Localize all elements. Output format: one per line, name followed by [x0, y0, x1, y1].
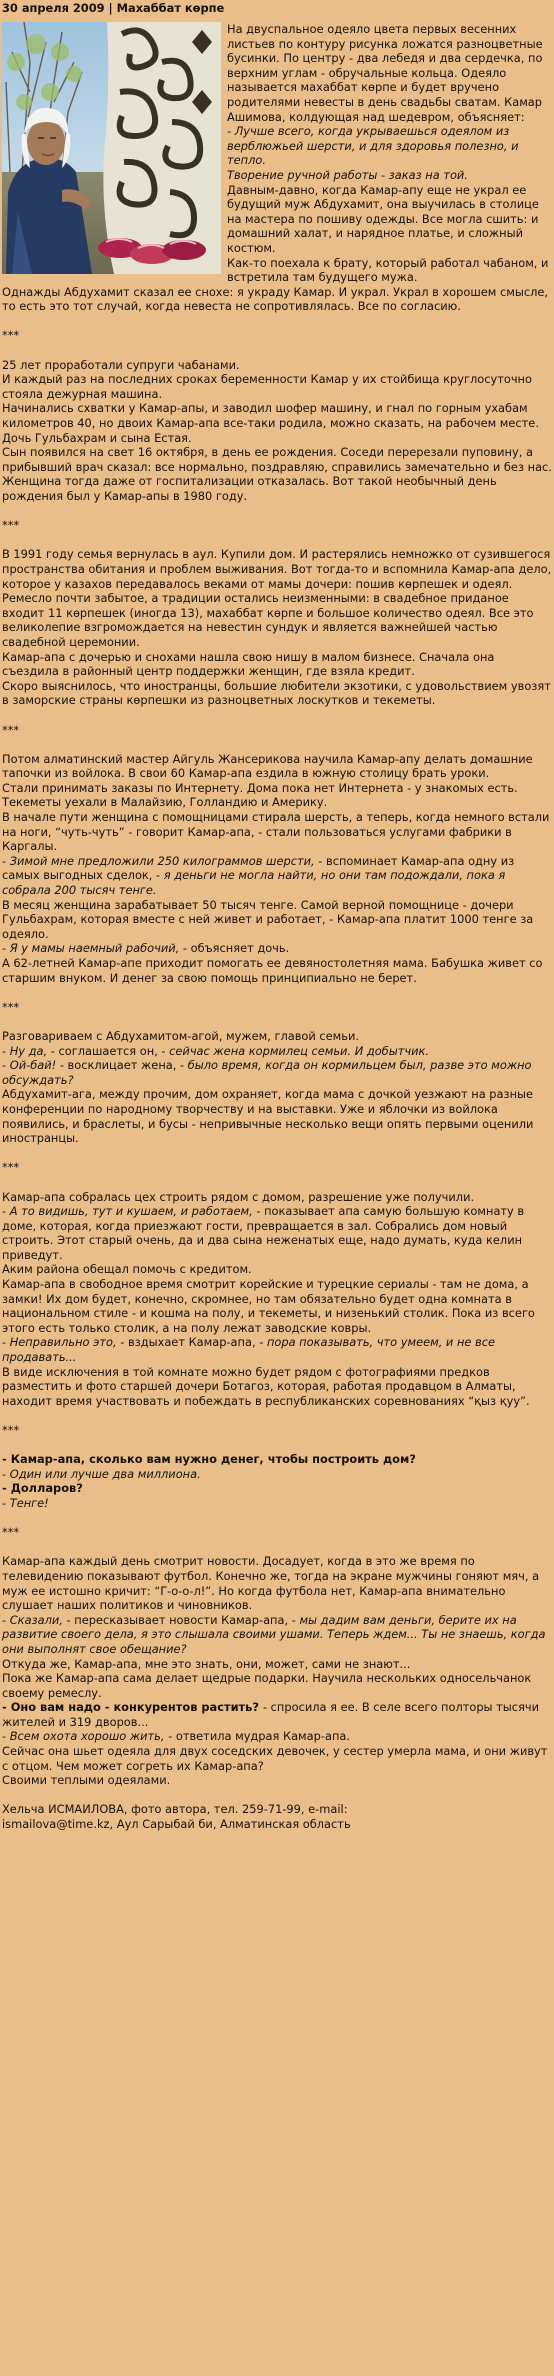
paragraph-fragment: было время, когда он кормильцем был, разве это можно обсуждать? [2, 1058, 532, 1087]
paragraph: В месяц женщина зарабатывает 50 тысяч тенге. Самой верной помощнице - дочери Гульбахрам, которая вместе с ней живет и работает, - Камар-апа платит 1000 тенге за одеяло. [2, 897, 534, 941]
paragraph-gap [2, 533, 552, 548]
paragraph: В виде исключения в той комнате можно будет рядом с фотографиями предков разместить и фото старшей дочери Ботагоз, которая, работая продавцом в Алматы, находит время участвовать и побеждать в республиканских соревнованиях “қыз қуу”. [2, 1364, 530, 1408]
article-footer [2, 1802, 552, 1831]
paragraph: - Тенге! [2, 1495, 49, 1510]
paragraph-fragment: - спросила я ее. В селе всего полторы тысячи жителей и 319 дворов... [2, 1700, 540, 1729]
byline: Хельча ИСМАИЛОВА, фото автора, тел. 259-71-99, e-mail: [2, 1802, 348, 1817]
paragraph [2, 941, 552, 956]
section-separator: *** [2, 328, 20, 343]
paragraph-gap [2, 504, 552, 519]
paragraph: Текеметы уехали в Малайзию, Голландию и Америку. [2, 795, 328, 810]
contact-line [2, 1817, 552, 1832]
paragraph: Стали принимать заказы по Интернету. Дома пока нет Интернета - у знакомых есть. [2, 780, 518, 795]
paragraph-gap [2, 314, 552, 329]
paragraph: Творение ручной работы - заказ на той. [227, 167, 468, 182]
paragraph: И каждый раз на последних сроках беременности Камар у их стойбища круглосуточно стояла дежурная машина. [2, 372, 532, 401]
paragraph: - Один или лучше два миллиона. [2, 1466, 201, 1481]
paragraph: Давным-давно, когда Камар-апу еще не украл ее будущий муж Абдухамит, она выучилась в столице на мастера по пошиву одежды. Все могла сшить: и домашний халат, и нарядное платье, и сложный костюм. [227, 182, 539, 255]
paragraph-gap [2, 1540, 552, 1555]
paragraph-fragment: - ответила мудрая Камар-апа. [168, 1729, 351, 1744]
paragraph-fragment: - Сказали, [2, 1612, 67, 1627]
paragraph-fragment: - Неправильно это, [2, 1335, 121, 1350]
paragraph: Камар-апа в свободное время смотрит корейские и турецкие сериалы - там не дома, а замки! Их дом будет, конечно, скромнее, но там обязательно будет одна комната в национальном стиле - и кошма на полу, и текеметы, и низенький столик. Пока из всего этого есть только столик, а на полу лежат заводские ковры. [2, 1277, 535, 1335]
section-separator: *** [2, 1160, 20, 1175]
paragraph-fragment: мы дадим вам деньги, берите их на развитие своего дела, я это слышала своими ушами. Теперь ждем... Ты не знаешь, когда они выполнят свое обещание? [2, 1612, 546, 1656]
paragraph-fragment: - Всем охота хорошо жить, [2, 1729, 169, 1744]
paragraph: - Камар-апа, сколько вам нужно денег, чтобы построить дом? [2, 1452, 416, 1467]
paragraph: Абдухамит-ага, между прочим, дом охраняет, когда мама с дочкой уезжают на разные конференции по народному творчеству и на выставки. Уже и яблочки из войлока появились, и браслеты, и бусы - непривычные несколько вещи опять первыми оценили иностранцы. [2, 1087, 534, 1146]
paragraph-gap [2, 1408, 552, 1423]
paragraph-gap [2, 985, 552, 1000]
article-body [2, 22, 552, 1788]
article-title[interactable]: Махаббат көрпе [116, 1, 225, 15]
article-header [2, 1, 552, 16]
paragraph-fragment: - Оно вам надо - конкурентов растить? [2, 1700, 263, 1715]
paragraph-fragment: - показывает апа самую большую комнату в доме, которая, когда приезжают гости, превращается в зал. Собрались дом новый строить. Этот старый очень, да и два сына неженатых еще, надо думать, куда келин приведут. [2, 1204, 525, 1262]
paragraph: Разговариваем с Абдухамитом-агой, мужем, главой семьи. [2, 1028, 360, 1043]
paragraph [2, 1613, 552, 1657]
paragraph-fragment: - Я у мамы наемный рабочий, [2, 941, 183, 956]
paragraph: 25 лет проработали супруги чабанами. [2, 357, 240, 372]
author-location: , Аул Сарыбай би, Алматинская область [109, 1817, 351, 1832]
paragraph-gap [2, 1014, 552, 1029]
paragraph: В начале пути женщина с помощницами стирала шерсть, а теперь, когда немного встали на ноги, “чуть-чуть” - говорит Камар-апа, - стали пользоваться услугами фабрики в Каргалы. [2, 810, 550, 854]
paragraph-gap [2, 343, 552, 358]
paragraph: - Лучше всего, когда укрываешься одеялом из верблюжьей шерсти, и для здоровья полезно, и тепло. [227, 124, 519, 168]
paragraph-fragment: - объясняет дочь. [182, 941, 290, 956]
paragraph-gap [2, 737, 552, 752]
paragraph: Потом алматинский мастер Айгуль Жансерикова научила Камар-апу делать домашние тапочки из войлока. В свои 60 Камар-апа ездила в южную столицу брать уроки. [2, 751, 533, 781]
paragraph-fragment: - А то видишь, тут и кушаем, и работаем, [2, 1204, 257, 1219]
paragraph-gap [2, 1511, 552, 1526]
paragraph-gap [2, 1175, 552, 1190]
paragraph: - Долларов? [2, 1481, 83, 1496]
paragraph: Ремесло почти забытое, а традиции остались неизменными: в свадебное приданое входит 11 көрпешек (иногда 13), махаббат көрпе и большое количество одеял. Все это великолепие взгромождается на невестин сундук и является важнейшей частью свадебной церемонии. [2, 591, 534, 649]
paragraph [2, 1335, 552, 1364]
paragraph-fragment: пора показывать, что умеем, и не все продавать... [2, 1335, 496, 1365]
paragraph-fragment: сейчас жена кормилец семьи. И добытчик. [169, 1043, 429, 1058]
paragraph: Сын появился на свет 16 октября, в день ее рождения. Соседи перерезали пуповину, а прибывший врач сказал: все нормально, поздравляю, справились замечательно и без нас. Женщина тогда даже от госпитализации отказалась. Вот такой необычный день рождения был у Камар-апы в 1980 году. [2, 445, 552, 503]
paragraph: Как-то поехала к брату, который работал чабаном, и встретила там будущего мужа. [227, 255, 549, 285]
paragraph: А 62-летней Камар-апе приходит помогать ее девяностолетняя мама. Бабушка живет со старшим внуком. И денег за свою помощь принципиально не берет. [2, 956, 543, 985]
paragraph-gap [2, 1438, 552, 1453]
author-email-link[interactable]: ismailova@time.kz [2, 1817, 110, 1832]
paragraph-fragment: я деньги не могла найти, но они там подождали, пока я собрала 200 тысяч тенге. [2, 868, 506, 898]
paragraph: Однажды Абдухамит сказал ее снохе: я украду Камар. И украл. Украл в хорошем смысле, то есть это тот случай, когда невеста не сопротивлялась. Все по согласию. [2, 284, 548, 314]
section-separator: *** [2, 1525, 20, 1540]
paragraph: Пока же Камар-апа сама делает щедрые подарки. Научила нескольких односельчанок своему ремеслу. [2, 1671, 532, 1700]
paragraph-fragment: - Ой-бай! [2, 1058, 60, 1073]
paragraph [2, 1058, 552, 1087]
paragraph: Дочь Гульбахрам и сына Естая. [2, 430, 192, 445]
paragraph [2, 1700, 552, 1729]
section-separator: *** [2, 722, 20, 737]
section-separator: *** [2, 999, 20, 1014]
paragraph [2, 1044, 552, 1059]
paragraph: Откуда же, Камар-апа, мне это знать, они, может, сами не знают... [2, 1656, 411, 1671]
paragraph: Камар-апа каждый день смотрит новости. Досадует, когда в это же время по телевидению показывают футбол. Конечно же, тогда на экране мужчины гоняют мяч, а муж ее истошно кричит: “Г-о-о-л!”. Но когда футбола нет, Камар-апа внимательно слушает наших политиков и чиновников. [2, 1554, 540, 1613]
paragraph [2, 1204, 552, 1262]
paragraph-gap [2, 1146, 552, 1161]
paragraph-gap [2, 708, 552, 723]
paragraph: Начинались схватки у Камар-апы, и заводил шофер машину, и гнал по горным ухабам километров 40, но двоих Камар-апа все-таки родила, можно сказать, на рабочем месте. [2, 401, 539, 431]
paragraph: Своими теплыми одеялами. [2, 1773, 171, 1788]
paragraph: В 1991 году семья вернулась в аул. Купили дом. И растерялись немножко от сузившегося пространства обитания и проблем выживания. Вот тогда-то и вспомнила Камар-апа дело, которое у казахов передавалось веками от мамы дочери: пошив көрпешек и одеял. [2, 547, 552, 591]
paragraph: Аким района обещал помочь с кредитом. [2, 1262, 252, 1277]
header-divider: | [104, 1, 117, 15]
paragraph [2, 1729, 552, 1744]
paragraph-fragment: - Ну да, [2, 1043, 51, 1058]
paragraph: На двуспальное одеяло цвета первых весенних листьев по контуру рисунка ложатся разноцветные бусинки. По центру - два лебедя и два сердечка, по верхним углам - обручальные кольца. Одеяло называется махаббат көрпе и будет вручено родителями невесты в день свадьбы сватам. Камар Ашимова, колдующая над шедевром, объясняет: [227, 22, 543, 124]
section-separator: *** [2, 518, 20, 533]
paragraph: Скоро выяснилось, что иностранцы, большие любители экзотики, с удовольствием увозят в заморские страны көрпешки из разноцветных лоскутков и текеметы. [2, 678, 551, 708]
article-photo [2, 22, 221, 274]
paragraph [2, 854, 552, 898]
photo-illustration [2, 22, 221, 274]
paragraph-fragment: - вздыхает Камар-апа, - [120, 1335, 267, 1350]
paragraph: Камар-апа собралась цех строить рядом с домом, разрешение уже получили. [2, 1189, 475, 1204]
paragraph-fragment: - восклицает жена, - [59, 1058, 188, 1073]
section-separator: *** [2, 1423, 20, 1437]
paragraph: Сейчас она шьет одеяла для двух соседских девочек, у сестер умерла мама, и они живут с отцом. Чем может согреть их Камар-апа? [2, 1744, 548, 1773]
paragraph-fragment: - вспоминает Камар-апа одну из самых выгодных сделок, - [2, 853, 515, 883]
yurt-felt [103, 22, 221, 274]
paragraph-fragment: - пересказывает новости Камар-апа, - [66, 1612, 300, 1627]
paragraph: Камар-апа с дочерью и снохами нашла свою нишу в малом бизнесе. Сначала она съездила в районный центр поддержки женщин, где взяла кредит. [2, 649, 495, 679]
paragraph-fragment: - Зимой мне предложили 250 килограммов шерсти, [2, 853, 319, 868]
paragraph-fragment: - соглашается он, - [50, 1043, 170, 1058]
article-date: 30 апреля 2009 [2, 1, 105, 15]
